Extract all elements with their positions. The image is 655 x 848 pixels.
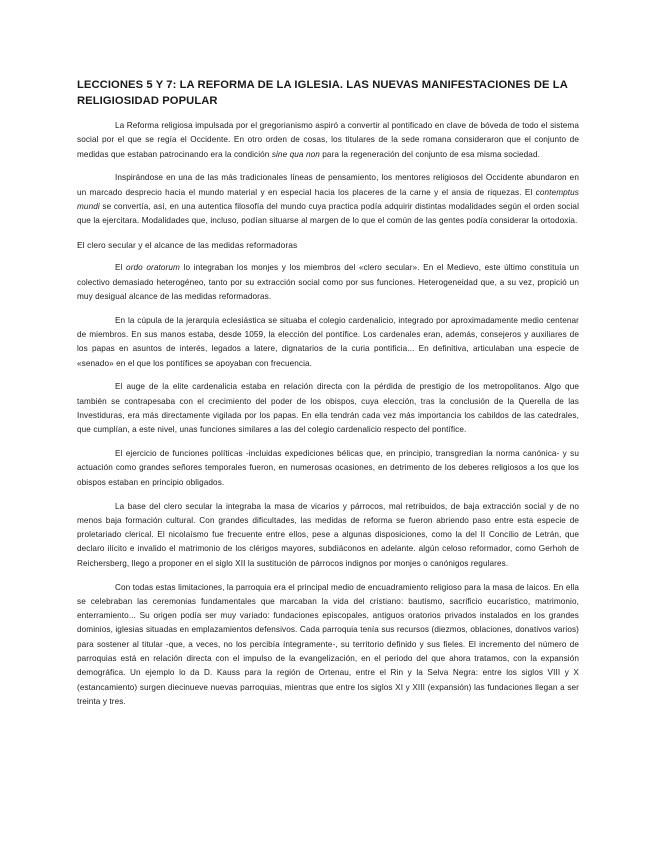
paragraph-1-italic: sine qua non [271, 149, 320, 159]
paragraph-2 [77, 171, 579, 228]
paragraph-2-text-a: Inspirándose en una de las más tradicionales líneas de pensamiento, los mentores religiosos del Occidente abundaron en un marcado desprecio hacia el mundo material y en especial hacia los placeres de la carne y el ansia de riquezas. El [77, 173, 579, 197]
document-title: LECCIONES 5 Y 7: LA REFORMA DE LA IGLESIA. LAS NUEVAS MANIFESTACIONES DE LA RELIGIOSIDAD POPULAR [77, 79, 568, 107]
paragraph-4: En la cúpula de la jerarquía eclesiástica se situaba el colegio cardenalicio, integrado por aproximadamente medio centenar de miembros. En sus manos estaba, desde 1059, la elección del pontífice. Los cardenales eran, además, consejeros y auxiliares de los papas en asuntos de interés, legados a latere, dignatarios de la curia pontificia... En definitiva, articulaban una especie de «senado» en el que los pontífices se apoyaban con frecuencia. [77, 315, 579, 368]
paragraph-7: La base del clero secular la integraba la masa de vicarios y párrocos, mal retribuidos, de baja extracción social y de no menos baja formación cultural. Con grandes dificultades, las medidas de reforma se fueron abriendo paso entre esta especie de proletariado clerical. El nicolaísmo fue frecuente entre ellos, pese a algunas disposiciones, como la del II Concilio de Letrán, que declaro ilícito e invalido el matrimonio de los clérigos mayores, subdiáconos en adelante. algún celoso reformador, como Gerhoh de Reichersberg, llego a proponer en el siglo XII la sustitución de párrocos indignos por monjes o canónigos regulares. [77, 501, 579, 568]
paragraph-6: El ejercicio de funciones políticas -incluidas expediciones bélicas que, en principio, transgredían la norma canónica- y su actuación como grandes señores temporales fueron, en numerosas ocasiones, en detrimento de los deberes religiosos a los que los obispos estaban en principio obligados. [77, 449, 579, 487]
paragraph-3-text-b: lo integraban los monjes y los miembros del «clero secular». En el Medievo, este último constituía un colectivo demasiado heterogéneo, tanto por su extracción social como por sus funciones. Heterogeneidad que, a su vez, propició un muy desigual alcance de las medidas reformadoras. [77, 263, 579, 301]
paragraph-3 [77, 261, 579, 304]
paragraph-1-text-b: para la regeneración del conjunto de esa misma sociedad. [319, 149, 540, 159]
paragraph-8: Con todas estas limitaciones, la parroquia era el principal medio de encuadramiento religioso para la masa de laicos. En ella se celebraban las ceremonias fundamentales que marcaban la vida del cristiano: bautismo, sacrificio eucarístico, matrimonio, enterramiento... Su origen podía ser muy variado: fundaciones episcopales, antiguos oratorios privados instalados en los grandes dominios, iglesias situadas en emplazamientos defensivos. Cada parroquia tenía sus recursos (diezmos, oblaciones, donativos varios) para sostener al titular -que, a veces, no los percibía íntegramente-, su territorio definido y sus fieles. El incremento del número de parroquias está en relación directa con el impulso de la evangelización, en el periodo del que ahora tratamos, con la expansión demográfica. Un ejemplo lo da D. Kauss para la región de Ortenau, entre el Rin y la Selva Negra: entre los siglos VIII y X (estancamiento) surgen diecinueve nuevas parroquias, mientras que entre los siglos XI y XIII (expansión) las fundaciones llegan a ser treinta y tres. [77, 582, 579, 706]
section-subheading: El clero secular y el alcance de las medidas reformadoras [77, 240, 298, 251]
paragraph-1 [77, 119, 579, 162]
paragraph-3-italic: ordo oratorum [126, 263, 180, 273]
paragraph-2-text-b: se convertía, así, en una autentica filosofía del mundo cuya practica podía adquirir distintas modalidades según el orden social que la ejercitara. Modalidades que, incluso, podían situarse al margen de lo que el común de las gentes podía considerar la ortodoxia. [77, 201, 579, 226]
paragraph-5: El auge de la elite cardenalicia estaba en relación directa con la pérdida de prestigio de los metropolitanos. Algo que también se contrapesaba con el crecimiento del poder de los obispos, cuya elección, tras la conclusión de la Querella de las Investiduras, era más directamente vigilada por los papas. En ella tendrán cada vez más importancia los cabildos de las catedrales, que cumplían, a este nivel, unas funciones similares a las del colegio cardenalicio respecto del pontífice. [77, 382, 579, 435]
paragraph-1-text-a: La Reforma religiosa impulsada por el gregorianismo aspiró a convertir al pontificado en clave de bóveda de todo el sistema social por el que se regía el Occidente. En otro orden de cosas, los titulares de la sede romana consideraron que el conjunto de medidas que estaban patrocinando era la condición [77, 121, 579, 159]
paragraph-3-text-a: El [115, 263, 127, 273]
paragraph-2-italic: contemptus mundi [77, 187, 579, 211]
